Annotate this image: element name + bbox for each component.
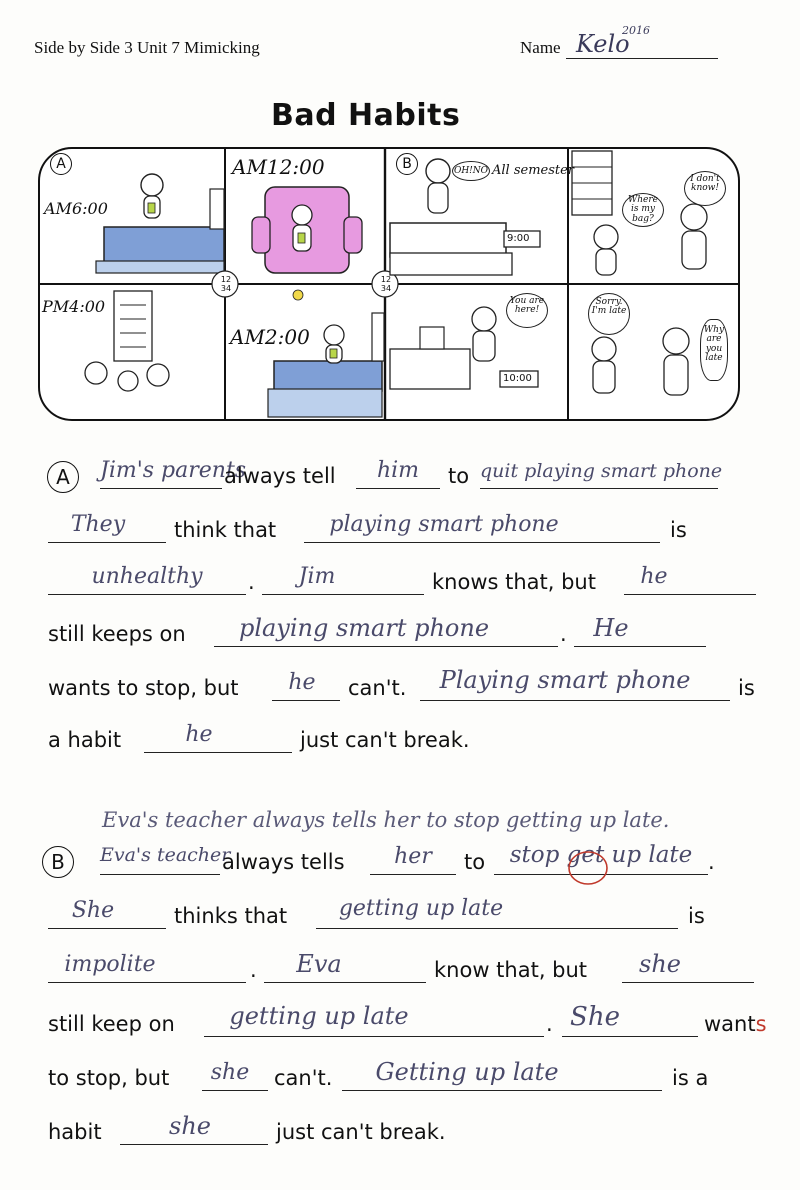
section-b-blank-11[interactable]: she xyxy=(210,1060,250,1085)
section-a-text-4: is xyxy=(670,518,687,542)
section-a-text-11: is xyxy=(738,676,755,700)
section-b-text-14: just can't break. xyxy=(276,1120,446,1144)
section-b-text-2: to xyxy=(464,850,486,874)
section-b-blank-9[interactable]: getting up late xyxy=(229,1002,409,1030)
section-a-text-1: always tell xyxy=(224,464,336,488)
section-b-text-8: . xyxy=(546,1012,553,1036)
student-name-year: 2016 xyxy=(622,24,650,37)
section-a-blank-8[interactable]: he xyxy=(640,564,668,589)
order-grid-b: 12 34 xyxy=(380,275,392,293)
panel-marker-b: B xyxy=(396,153,418,175)
section-b-blank-5[interactable]: getting up late xyxy=(338,896,504,921)
section-b-blank-7[interactable]: Eva xyxy=(296,950,342,978)
section-a-text-3: think that xyxy=(174,518,277,542)
bubble-sorry-late: Sorry. I'm late xyxy=(588,293,630,335)
section-b-marker: B xyxy=(42,846,74,878)
section-a-text-6: knows that, but xyxy=(432,570,596,594)
section-b-blank-2[interactable]: her xyxy=(394,844,432,869)
section-b-blank-6[interactable]: impolite xyxy=(64,952,156,977)
section-b-text-3: thinks that xyxy=(174,904,288,928)
bubble-dont-know: I don't know! xyxy=(684,171,726,206)
section-a-blank-13[interactable]: he xyxy=(185,722,213,747)
section-b-text-1: always tells xyxy=(222,850,345,874)
section-b-blank-3[interactable]: stop get up late xyxy=(509,842,693,868)
section-b-text-12: is a xyxy=(672,1066,709,1090)
bubble-oh-no: OH!NO xyxy=(452,161,490,181)
comic-strip xyxy=(38,147,740,421)
worksheet-header: Side by Side 3 Unit 7 Mimicking xyxy=(34,38,260,57)
bubble-why-late: Why are you late xyxy=(700,319,728,381)
page-title: Bad Habits xyxy=(271,98,461,133)
time-am12: AM12:00 xyxy=(232,155,325,179)
panel-marker-a: A xyxy=(50,153,72,175)
section-a-text-12: a habit xyxy=(48,728,122,752)
section-b-text-5: . xyxy=(250,958,257,982)
section-b-text-11: can't. xyxy=(274,1066,333,1090)
section-a-blank-6[interactable]: unhealthy xyxy=(91,564,203,589)
section-b-blank-10[interactable]: She xyxy=(570,1002,620,1032)
clock-ten: 10:00 xyxy=(503,373,532,384)
teacher-correction-circle xyxy=(566,848,610,888)
section-b-text-7: still keep on xyxy=(48,1012,175,1036)
section-a-text-2: to xyxy=(448,464,470,488)
section-a-blank-9[interactable]: playing smart phone xyxy=(238,614,490,642)
section-a-blank-1[interactable]: Jim's parents xyxy=(100,458,247,483)
section-b-text-9: wants xyxy=(704,1012,767,1036)
section-a-blank-3[interactable]: quit playing smart phone xyxy=(480,460,723,482)
section-b-text-13: habit xyxy=(48,1120,102,1144)
time-am6: AM6:00 xyxy=(44,199,108,218)
section-b-note: Eva's teacher always tells her to stop getting up late. xyxy=(102,808,670,832)
bubble-you-are-here: You are here! xyxy=(506,293,548,328)
section-a-text-9: wants to stop, but xyxy=(48,676,239,700)
section-b-blank-4[interactable]: She xyxy=(71,898,115,923)
time-am2: AM2:00 xyxy=(230,325,310,349)
section-b-blank-1[interactable]: Eva's teacher xyxy=(100,844,231,866)
bubble-where-bag: Where is my bag? xyxy=(622,193,664,227)
section-a-blank-4[interactable]: They xyxy=(70,512,126,537)
all-semester-text: All semester xyxy=(492,163,575,178)
section-a-blank-10[interactable]: He xyxy=(593,614,629,642)
section-b-text-2b: . xyxy=(708,850,715,874)
section-b-text-4: is xyxy=(688,904,705,928)
section-a-marker: A xyxy=(47,461,79,493)
order-grid-a: 12 34 xyxy=(220,275,232,293)
name-label: Name xyxy=(520,38,561,57)
section-b-blank-13[interactable]: she xyxy=(169,1112,211,1140)
section-a-blank-12[interactable]: Playing smart phone xyxy=(439,666,691,694)
section-a-blank-2[interactable]: him xyxy=(376,458,420,483)
section-a-blank-5[interactable]: playing smart phone xyxy=(329,512,559,537)
section-a-blank-11[interactable]: he xyxy=(288,670,316,695)
teacher-correction-s: s xyxy=(755,1012,767,1036)
section-a-text-8: . xyxy=(560,622,567,646)
student-name: Kelo xyxy=(576,30,630,58)
name-line xyxy=(566,58,718,59)
section-b-text-10: to stop, but xyxy=(48,1066,170,1090)
section-b-blank-12[interactable]: Getting up late xyxy=(375,1058,559,1086)
section-a-text-5: . xyxy=(248,570,255,594)
section-a-blank-7[interactable]: Jim xyxy=(298,564,336,589)
time-pm4: PM4:00 xyxy=(42,297,106,316)
section-a-text-7: still keeps on xyxy=(48,622,186,646)
section-a-text-10: can't. xyxy=(348,676,407,700)
section-a-text-13: just can't break. xyxy=(300,728,470,752)
clock-nine: 9:00 xyxy=(507,233,530,244)
section-b-blank-8[interactable]: she xyxy=(639,950,681,978)
section-b-text-6: know that, but xyxy=(434,958,588,982)
